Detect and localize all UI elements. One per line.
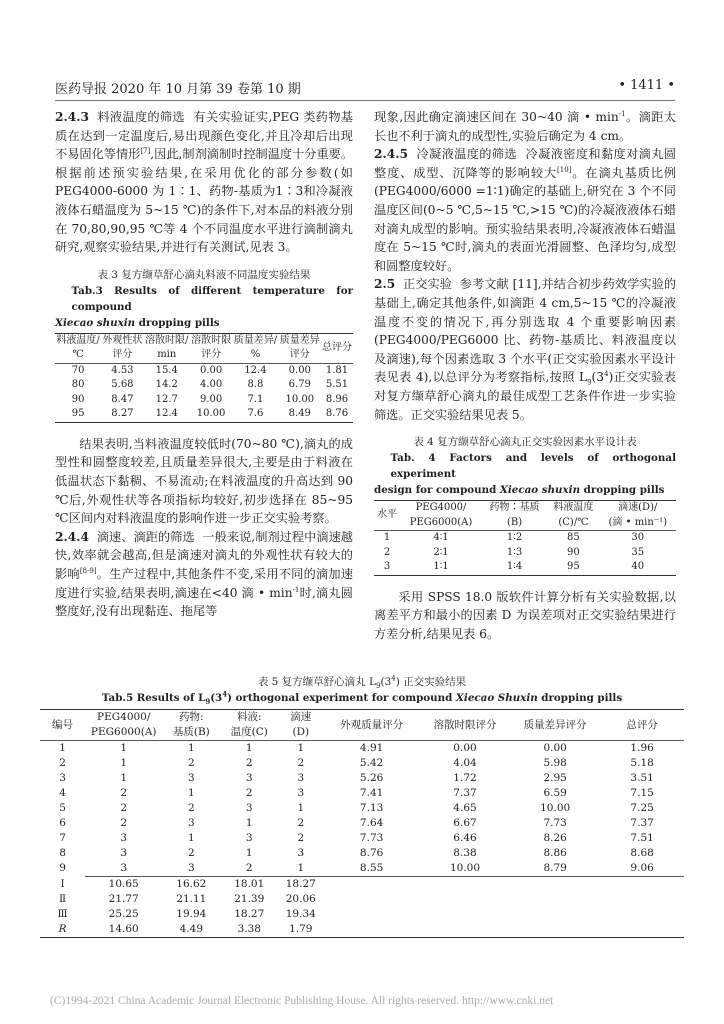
table-cell: 1 bbox=[383, 532, 391, 544]
subscript: 9 bbox=[376, 682, 381, 691]
copyright-footer: (C)1994-2021 China Academic Journal Electronic Publishing House. All rights reserved. http://www.cnki.net bbox=[50, 995, 554, 1007]
table3-caption-en-2 bbox=[55, 315, 353, 331]
table-cell: 4.53 bbox=[111, 364, 134, 376]
table-cell: 1 bbox=[245, 817, 253, 829]
table-cell: 3 bbox=[297, 772, 305, 784]
table-cell: 2 bbox=[120, 787, 128, 799]
table-cell: 7.1 bbox=[247, 393, 264, 405]
table-cell: 1∶3 bbox=[506, 546, 523, 558]
table-cell: 4.91 bbox=[359, 742, 384, 754]
table-cell: 5.51 bbox=[325, 379, 349, 391]
paragraph-text: 时,滴丸圆整度好,没有出现黏连、拖尾等 bbox=[55, 585, 353, 619]
table-cell: 8.86 bbox=[543, 847, 567, 859]
table-cell: 1 bbox=[245, 742, 253, 754]
table-cell: 2 bbox=[383, 546, 391, 558]
table-cell: 3 bbox=[383, 561, 391, 573]
table-cell: 7.51 bbox=[630, 832, 654, 844]
column-header: 外观性状 bbox=[102, 334, 143, 346]
table-cell: R bbox=[58, 923, 67, 935]
table-cell: 95 bbox=[567, 561, 580, 573]
species-name: Xiecao shuxin bbox=[55, 316, 136, 329]
column-header: (滴 • min⁻¹) bbox=[608, 516, 667, 528]
table-cell: 3 bbox=[85, 861, 162, 877]
table-cell: 2 bbox=[187, 757, 195, 769]
caption-text: design for compound bbox=[374, 484, 500, 497]
column-header: PEG4000/ bbox=[415, 502, 467, 514]
caption-text: ) orthogonal experiment for compound bbox=[227, 692, 456, 704]
journal-issue: 医药导报 2020 年 10 月第 39 卷第 10 期 bbox=[55, 82, 301, 97]
caption-text: dropping pills bbox=[135, 316, 220, 329]
paragraph-text: )正交实验表对复方缬草舒心滴丸的最佳成型工艺条件作进一步实验筛选。正交实验结果见表 5。 bbox=[374, 370, 676, 422]
column-header: (B) bbox=[506, 516, 523, 528]
subscript: 9 bbox=[587, 378, 592, 387]
table-cell: 14.60 bbox=[108, 923, 139, 935]
table-cell: 3 bbox=[120, 832, 128, 844]
superscript: -1 bbox=[292, 585, 300, 594]
table-cell: 6.59 bbox=[543, 787, 567, 799]
table-cell: 3 bbox=[297, 787, 305, 799]
table-cell: 5.18 bbox=[630, 757, 654, 769]
column-header: PEG4000/ bbox=[97, 711, 151, 723]
table-cell: 5 bbox=[59, 802, 66, 814]
section-title: 滴速、滴距的筛选 bbox=[96, 529, 195, 544]
table-cell: 3 bbox=[187, 817, 195, 829]
table4-caption-en: Tab. 4 Factors and levels of orthogonal experiment bbox=[390, 452, 676, 481]
section-2-5 bbox=[374, 275, 676, 424]
table-cell: 6.67 bbox=[453, 817, 477, 829]
column-header: 药物∶基质 bbox=[489, 502, 540, 514]
table-cell: 4∶1 bbox=[433, 532, 449, 544]
table-cell: 80 bbox=[71, 379, 85, 391]
table-cell: 8.79 bbox=[510, 861, 600, 877]
column-header: 外观质量评分 bbox=[323, 710, 420, 741]
table-cell: 12.7 bbox=[155, 393, 178, 405]
table-cell: 7.37 bbox=[453, 787, 477, 799]
section-2-4-5 bbox=[374, 145, 676, 275]
table-cell: 15.4 bbox=[155, 364, 178, 376]
column-header: PEG6000(A) bbox=[90, 726, 157, 738]
table-cell: 18.27 bbox=[234, 908, 265, 920]
column-header: 总评分 bbox=[321, 333, 353, 363]
table-cell: 5.26 bbox=[359, 772, 384, 784]
table-cell: 16.62 bbox=[162, 877, 220, 893]
column-header: 温度(C) bbox=[230, 726, 268, 738]
continued-paragraph bbox=[374, 108, 676, 145]
table-row bbox=[55, 363, 353, 378]
column-header: 料液温度/ bbox=[56, 334, 100, 346]
table-row bbox=[40, 831, 684, 846]
table5-caption-cn bbox=[40, 674, 684, 690]
table-cell: 19.34 bbox=[285, 908, 316, 920]
table-cell: 12.4 bbox=[244, 364, 267, 376]
table-cell: 2∶1 bbox=[433, 546, 449, 558]
right-column bbox=[374, 108, 676, 643]
caption-text: (3 bbox=[210, 692, 223, 704]
table-row bbox=[40, 861, 684, 877]
table-cell: 95 bbox=[71, 408, 85, 420]
table3-body bbox=[55, 363, 353, 422]
table-cell: 6 bbox=[59, 817, 66, 829]
table-cell: 10.00 bbox=[540, 802, 571, 814]
table-cell: 8.38 bbox=[453, 847, 477, 859]
column-header: 质量差异/ bbox=[233, 334, 278, 346]
table-row bbox=[55, 393, 353, 408]
table-cell: 3 bbox=[187, 772, 195, 784]
table-row bbox=[374, 546, 676, 561]
table-cell: 0.00 bbox=[453, 742, 477, 754]
column-header: 料液: bbox=[237, 711, 262, 723]
table-cell: 7.73 bbox=[543, 817, 567, 829]
table-cell: 7.37 bbox=[630, 817, 654, 829]
table-cell: 7.25 bbox=[630, 802, 654, 814]
paragraph-text: 一般来说,制剂过程中滴速越快,效率就会越高,但是滴速对滴丸的外观性状有较大的影响 bbox=[55, 529, 353, 581]
table-cell: 1 bbox=[297, 802, 305, 814]
table-cell: 3 bbox=[297, 847, 305, 859]
table-cell: 8.68 bbox=[630, 847, 654, 859]
section-2-4-3 bbox=[55, 108, 353, 257]
table-cell: Ⅲ bbox=[57, 908, 68, 920]
table-cell: 7.73 bbox=[359, 832, 384, 844]
superscript: 4 bbox=[391, 674, 396, 683]
table-cell: 18.27 bbox=[278, 877, 323, 893]
table-cell: 10.00 bbox=[285, 393, 315, 405]
table-cell: 7.6 bbox=[247, 408, 264, 420]
table-row bbox=[374, 560, 676, 575]
section-number: 2.4.3 bbox=[55, 110, 89, 124]
superscript: 4 bbox=[222, 689, 228, 699]
table-cell: 4.65 bbox=[453, 802, 477, 814]
table-cell: 4.04 bbox=[453, 757, 477, 769]
table-header-row bbox=[374, 501, 676, 516]
table-cell: 14.2 bbox=[155, 379, 178, 391]
table-cell: 6.46 bbox=[453, 832, 477, 844]
table-cell: 1 bbox=[59, 742, 66, 754]
table-cell: 8.26 bbox=[543, 832, 567, 844]
column-header: min bbox=[157, 349, 177, 361]
table5 bbox=[40, 674, 684, 938]
table-cell: 8.55 bbox=[323, 861, 420, 877]
table-cell: 5.68 bbox=[111, 379, 134, 391]
table5-grid bbox=[40, 709, 684, 938]
superscript: -1 bbox=[618, 109, 626, 118]
table-cell: 1 bbox=[120, 757, 128, 769]
table-cell: 2 bbox=[120, 802, 128, 814]
section-title: 冷凝液温度的筛选 bbox=[416, 147, 518, 162]
table-cell: 9.06 bbox=[600, 861, 684, 877]
table4-body bbox=[374, 531, 676, 576]
section-2-4-4 bbox=[55, 528, 353, 621]
table-cell: 1 bbox=[187, 787, 195, 799]
table-cell: 10.00 bbox=[196, 408, 226, 420]
table-cell: 25.25 bbox=[108, 908, 139, 920]
paragraph-text: 冷凝液密度和黏度对滴丸圆整度、成型、沉降等的影响较大 bbox=[374, 147, 677, 180]
table-cell: 3 bbox=[120, 847, 128, 859]
table-row bbox=[40, 846, 684, 861]
table-cell: 8.96 bbox=[325, 393, 349, 405]
table-cell: 1 bbox=[187, 742, 195, 754]
result-paragraph: 结果表明,当料液温度较低时(70~80 ℃),滴丸的成型性和圆整度较差,且质量差异很大,主要是由于料液在低温状态下黏稠、不易流动;在料液温度的升高达到 90 ℃后,外观性状等各项指标均较好,初步选择在 85~95 ℃区间内对料液温度的影响作进一步正交实验考察。 bbox=[55, 436, 353, 526]
table-cell: 70 bbox=[71, 364, 85, 376]
table-cell: 0.00 bbox=[199, 364, 223, 376]
table-cell: 8.27 bbox=[111, 408, 134, 420]
caption-text: Tab.5 Results of L bbox=[101, 692, 206, 704]
table-cell: 3.38 bbox=[237, 923, 261, 935]
running-header bbox=[55, 78, 675, 101]
species-name: Xiecao shuxin bbox=[499, 484, 581, 497]
species-name: Xiecao Shuxin bbox=[455, 692, 538, 704]
section-number: 2.4.4 bbox=[55, 529, 89, 544]
table-cell: 8.8 bbox=[247, 379, 264, 391]
table3-grid bbox=[55, 333, 353, 423]
caption-text: (3 bbox=[380, 676, 392, 688]
column-header: 质量差异 bbox=[279, 334, 320, 346]
paragraph-text: 参考文献 [11],并结合初步药效学实验的基础上,确定其他条件,如滴距 4 cm,5~15 ℃的冷凝液温度不变的情况下,再分别选取 4 个重要影响因素(PEG4000/PEG6000 比、药物-基质比、料液温度以及滴速),每个因素选取 3 个水平(正交实验因素水平设计表见表 4),以总评分为考察指标,按照 L bbox=[374, 277, 677, 385]
table-cell: 1∶1 bbox=[433, 561, 449, 573]
table-row bbox=[40, 756, 684, 771]
table-cell: 2 bbox=[187, 847, 195, 859]
column-header: 评分 bbox=[289, 349, 310, 361]
table-row bbox=[40, 771, 684, 786]
superscript: 4 bbox=[604, 370, 609, 379]
table-header-row bbox=[55, 333, 353, 348]
left-column bbox=[55, 108, 353, 621]
table-cell: 2 bbox=[220, 861, 278, 877]
table-cell: 0.00 bbox=[543, 742, 567, 754]
column-header: 编号 bbox=[40, 710, 85, 741]
column-header: 药物: bbox=[179, 711, 204, 723]
table3 bbox=[55, 267, 353, 423]
empty-cell bbox=[323, 922, 684, 938]
citation: [10] bbox=[557, 165, 572, 174]
column-header: 总评分 bbox=[600, 710, 684, 741]
table-cell: 7.15 bbox=[630, 787, 654, 799]
table-cell: 2 bbox=[59, 757, 66, 769]
table-cell: 1 bbox=[120, 772, 128, 784]
table-cell: 1.72 bbox=[453, 772, 477, 784]
table-cell: 12.4 bbox=[155, 408, 178, 420]
table-row bbox=[40, 741, 684, 757]
section-number: 2.5 bbox=[374, 277, 396, 292]
table-cell: 7.13 bbox=[359, 802, 384, 814]
table-cell: 2 bbox=[297, 817, 305, 829]
table-cell: 8.49 bbox=[288, 408, 311, 420]
table-cell: 30 bbox=[631, 532, 645, 544]
table-cell: 10.00 bbox=[420, 861, 510, 877]
table-row bbox=[40, 816, 684, 831]
table-cell: 1 bbox=[297, 742, 305, 754]
section-number: 2.4.5 bbox=[374, 147, 408, 162]
table3-caption-en: Tab.3 Results of different temperature for compound bbox=[71, 284, 353, 313]
table-cell: 1.96 bbox=[630, 742, 654, 754]
caption-text: ) 正交实验结果 bbox=[395, 676, 467, 688]
column-header: PEG6000(A) bbox=[409, 516, 473, 528]
table-cell: 3 bbox=[245, 802, 253, 814]
table5-body bbox=[40, 741, 684, 877]
table-cell: 2 bbox=[187, 802, 195, 814]
table-cell: 40 bbox=[631, 561, 645, 573]
table-cell: 3.51 bbox=[630, 772, 654, 784]
table-row bbox=[374, 531, 676, 546]
table-header-row bbox=[374, 516, 676, 531]
column-header: 滴速 bbox=[290, 711, 312, 723]
section-title: 正交实验 bbox=[403, 277, 452, 292]
empty-cell bbox=[323, 907, 684, 922]
column-header: (D) bbox=[292, 726, 310, 738]
table-cell: 2 bbox=[297, 757, 305, 769]
table-cell: 3 bbox=[245, 832, 253, 844]
table-cell: 20.06 bbox=[285, 893, 316, 905]
paragraph-text: 。在滴丸基质比例(PEG4000/6000 =1∶1)确定的基础上,研究在 3 个不同温度区间(0~5 ℃,5~15 ℃,>15 ℃)的冷凝液液体石蜡对滴丸成型的影响。预实验结果表明,冷凝液液体石蜡温度在 5~15 ℃时,滴丸的表面光滑圆整、色泽均匀,成型和圆整度较好。 bbox=[374, 165, 677, 273]
table4-caption-en-2 bbox=[374, 482, 676, 498]
table-cell: 7 bbox=[59, 832, 66, 844]
caption-text: 表 5 复方缬草舒心滴丸 L bbox=[257, 676, 376, 688]
citation: [8-9] bbox=[79, 566, 97, 575]
table-cell: 1 bbox=[187, 832, 195, 844]
paragraph-text: (3 bbox=[591, 370, 605, 385]
table-cell: 2.95 bbox=[543, 772, 567, 784]
table-cell: 3 bbox=[59, 772, 66, 784]
table-cell: 2 bbox=[120, 817, 128, 829]
paragraph-text: ,因此,制剂滴制时控制温度十分重要。根据前述预实验结果,在采用优化的部分参数(如 PEG4000-6000 为 1∶1、药物-基质为1∶3和冷凝液液体石蜡温度为 5~15 ℃)的条件下,对本品的料液分别在 70,80,90,95 ℃等 4 个不同温度水平进行滴制滴丸研究,观察实验结果,并进行有关测试,见表 3。 bbox=[55, 147, 354, 255]
table-row bbox=[40, 877, 684, 893]
citation: [7] bbox=[140, 147, 151, 156]
table-row bbox=[40, 786, 684, 801]
column-header: (C)/℃ bbox=[558, 516, 589, 528]
column-header: ℃ bbox=[72, 349, 84, 361]
caption-text: dropping pills bbox=[580, 484, 665, 497]
table-row bbox=[40, 801, 684, 816]
table-cell: 7.41 bbox=[359, 787, 384, 799]
table-cell: 9.00 bbox=[199, 393, 223, 405]
table-cell: 8.47 bbox=[111, 393, 134, 405]
paragraph-text: 有关实验证实,PEG 类药物基质在达到一定温度后,易出现颜色变化,并且冷却后出现不易固化等情形 bbox=[55, 110, 354, 162]
table-cell: 90 bbox=[71, 393, 85, 405]
table-cell: 4 bbox=[59, 787, 66, 799]
page-number: • 1411 • bbox=[618, 78, 675, 93]
empty-cell bbox=[323, 877, 684, 893]
table-cell: 2 bbox=[297, 832, 305, 844]
table-cell: 2 bbox=[245, 757, 253, 769]
paragraph-text: 。滴距太长也不利于滴丸的成型性,实验后确定为 4 cm。 bbox=[374, 110, 677, 143]
subscript: 9 bbox=[205, 697, 211, 707]
table4 bbox=[374, 434, 676, 576]
table-cell: 8.76 bbox=[325, 408, 349, 420]
table-cell: 35 bbox=[631, 546, 645, 558]
column-header: % bbox=[250, 349, 261, 361]
column-header: 评分 bbox=[112, 349, 133, 361]
column-header: 溶散时限/ bbox=[145, 334, 189, 346]
table-cell: 8.76 bbox=[359, 847, 384, 859]
table-cell: Ⅱ bbox=[58, 893, 67, 905]
table-cell: 90 bbox=[567, 546, 580, 558]
table4-caption-cn: 表 4 复方缬草舒心滴丸正交实验因素水平设计表 bbox=[413, 436, 637, 449]
table3-caption-cn: 表 3 复方缬草舒心滴丸料液不同温度实验结果 bbox=[97, 268, 311, 281]
table-row bbox=[55, 378, 353, 393]
table-cell: 8 bbox=[59, 847, 66, 859]
column-header: 滴速(D)/ bbox=[618, 502, 658, 514]
table-cell: 19.94 bbox=[176, 908, 207, 920]
table-row bbox=[40, 922, 684, 938]
table-cell: 5.98 bbox=[543, 757, 567, 769]
table-cell: 1 bbox=[120, 742, 128, 754]
table-cell: 1 bbox=[245, 847, 253, 859]
spss-paragraph: 采用 SPSS 18.0 版软件计算分析有关实验数据,以离差平方和最小的因素 D 为误差项对正交实验结果进行方差分析,结果见表 6。 bbox=[374, 589, 676, 641]
paragraph-text: 现象,因此确定滴速区间在 30~40 滴 • min bbox=[374, 110, 619, 124]
table5-caption-en bbox=[40, 690, 684, 706]
table-cell: 3 bbox=[162, 861, 220, 877]
table-row bbox=[40, 892, 684, 907]
column-header: 水平 bbox=[374, 501, 400, 531]
table-cell: 0.00 bbox=[288, 364, 311, 376]
table-header-row bbox=[55, 348, 353, 363]
column-header: 质量差异评分 bbox=[510, 710, 600, 741]
table-cell: 1∶2 bbox=[506, 532, 523, 544]
table-cell: 1.79 bbox=[289, 923, 313, 935]
table-cell: 21.39 bbox=[234, 893, 265, 905]
table-cell: 6.79 bbox=[288, 379, 311, 391]
column-header: 溶散时限 bbox=[191, 334, 232, 346]
table4-grid bbox=[374, 500, 676, 576]
table-row bbox=[55, 407, 353, 422]
caption-text: dropping pills bbox=[537, 692, 623, 704]
table-row bbox=[40, 907, 684, 922]
table-cell: 1∶4 bbox=[506, 561, 523, 573]
table-cell: 21.77 bbox=[108, 893, 139, 905]
table-cell: 2 bbox=[245, 787, 253, 799]
table-header-row bbox=[40, 710, 684, 726]
column-header: 料液温度 bbox=[553, 502, 594, 514]
column-header: 评分 bbox=[201, 349, 222, 361]
table-cell: 9 bbox=[59, 862, 66, 875]
table-cell: 5.42 bbox=[359, 757, 384, 769]
table-cell: 21.11 bbox=[176, 893, 207, 905]
table-cell: 1.81 bbox=[325, 364, 349, 376]
table-cell: 3 bbox=[245, 772, 253, 784]
table-cell: 4.49 bbox=[179, 923, 204, 935]
table-cell: 10.65 bbox=[85, 877, 162, 893]
table-cell: 85 bbox=[567, 532, 580, 544]
table-cell: Ⅰ bbox=[60, 877, 65, 890]
column-header: 溶散时限评分 bbox=[420, 710, 510, 741]
empty-cell bbox=[323, 892, 684, 907]
paragraph-text: 。生产过程中,其他条件不变,采用不同的滴加速度进行实验,结果表明,滴速在<40 滴 • min bbox=[55, 566, 354, 600]
table5-summary bbox=[40, 877, 684, 938]
table-cell: 4.00 bbox=[199, 379, 223, 391]
column-header: 基质(B) bbox=[172, 726, 210, 738]
table-cell: 1 bbox=[278, 861, 323, 877]
section-title: 料液温度的筛选 bbox=[97, 110, 185, 124]
table-cell: 18.01 bbox=[220, 877, 278, 893]
table-cell: 7.64 bbox=[359, 817, 384, 829]
